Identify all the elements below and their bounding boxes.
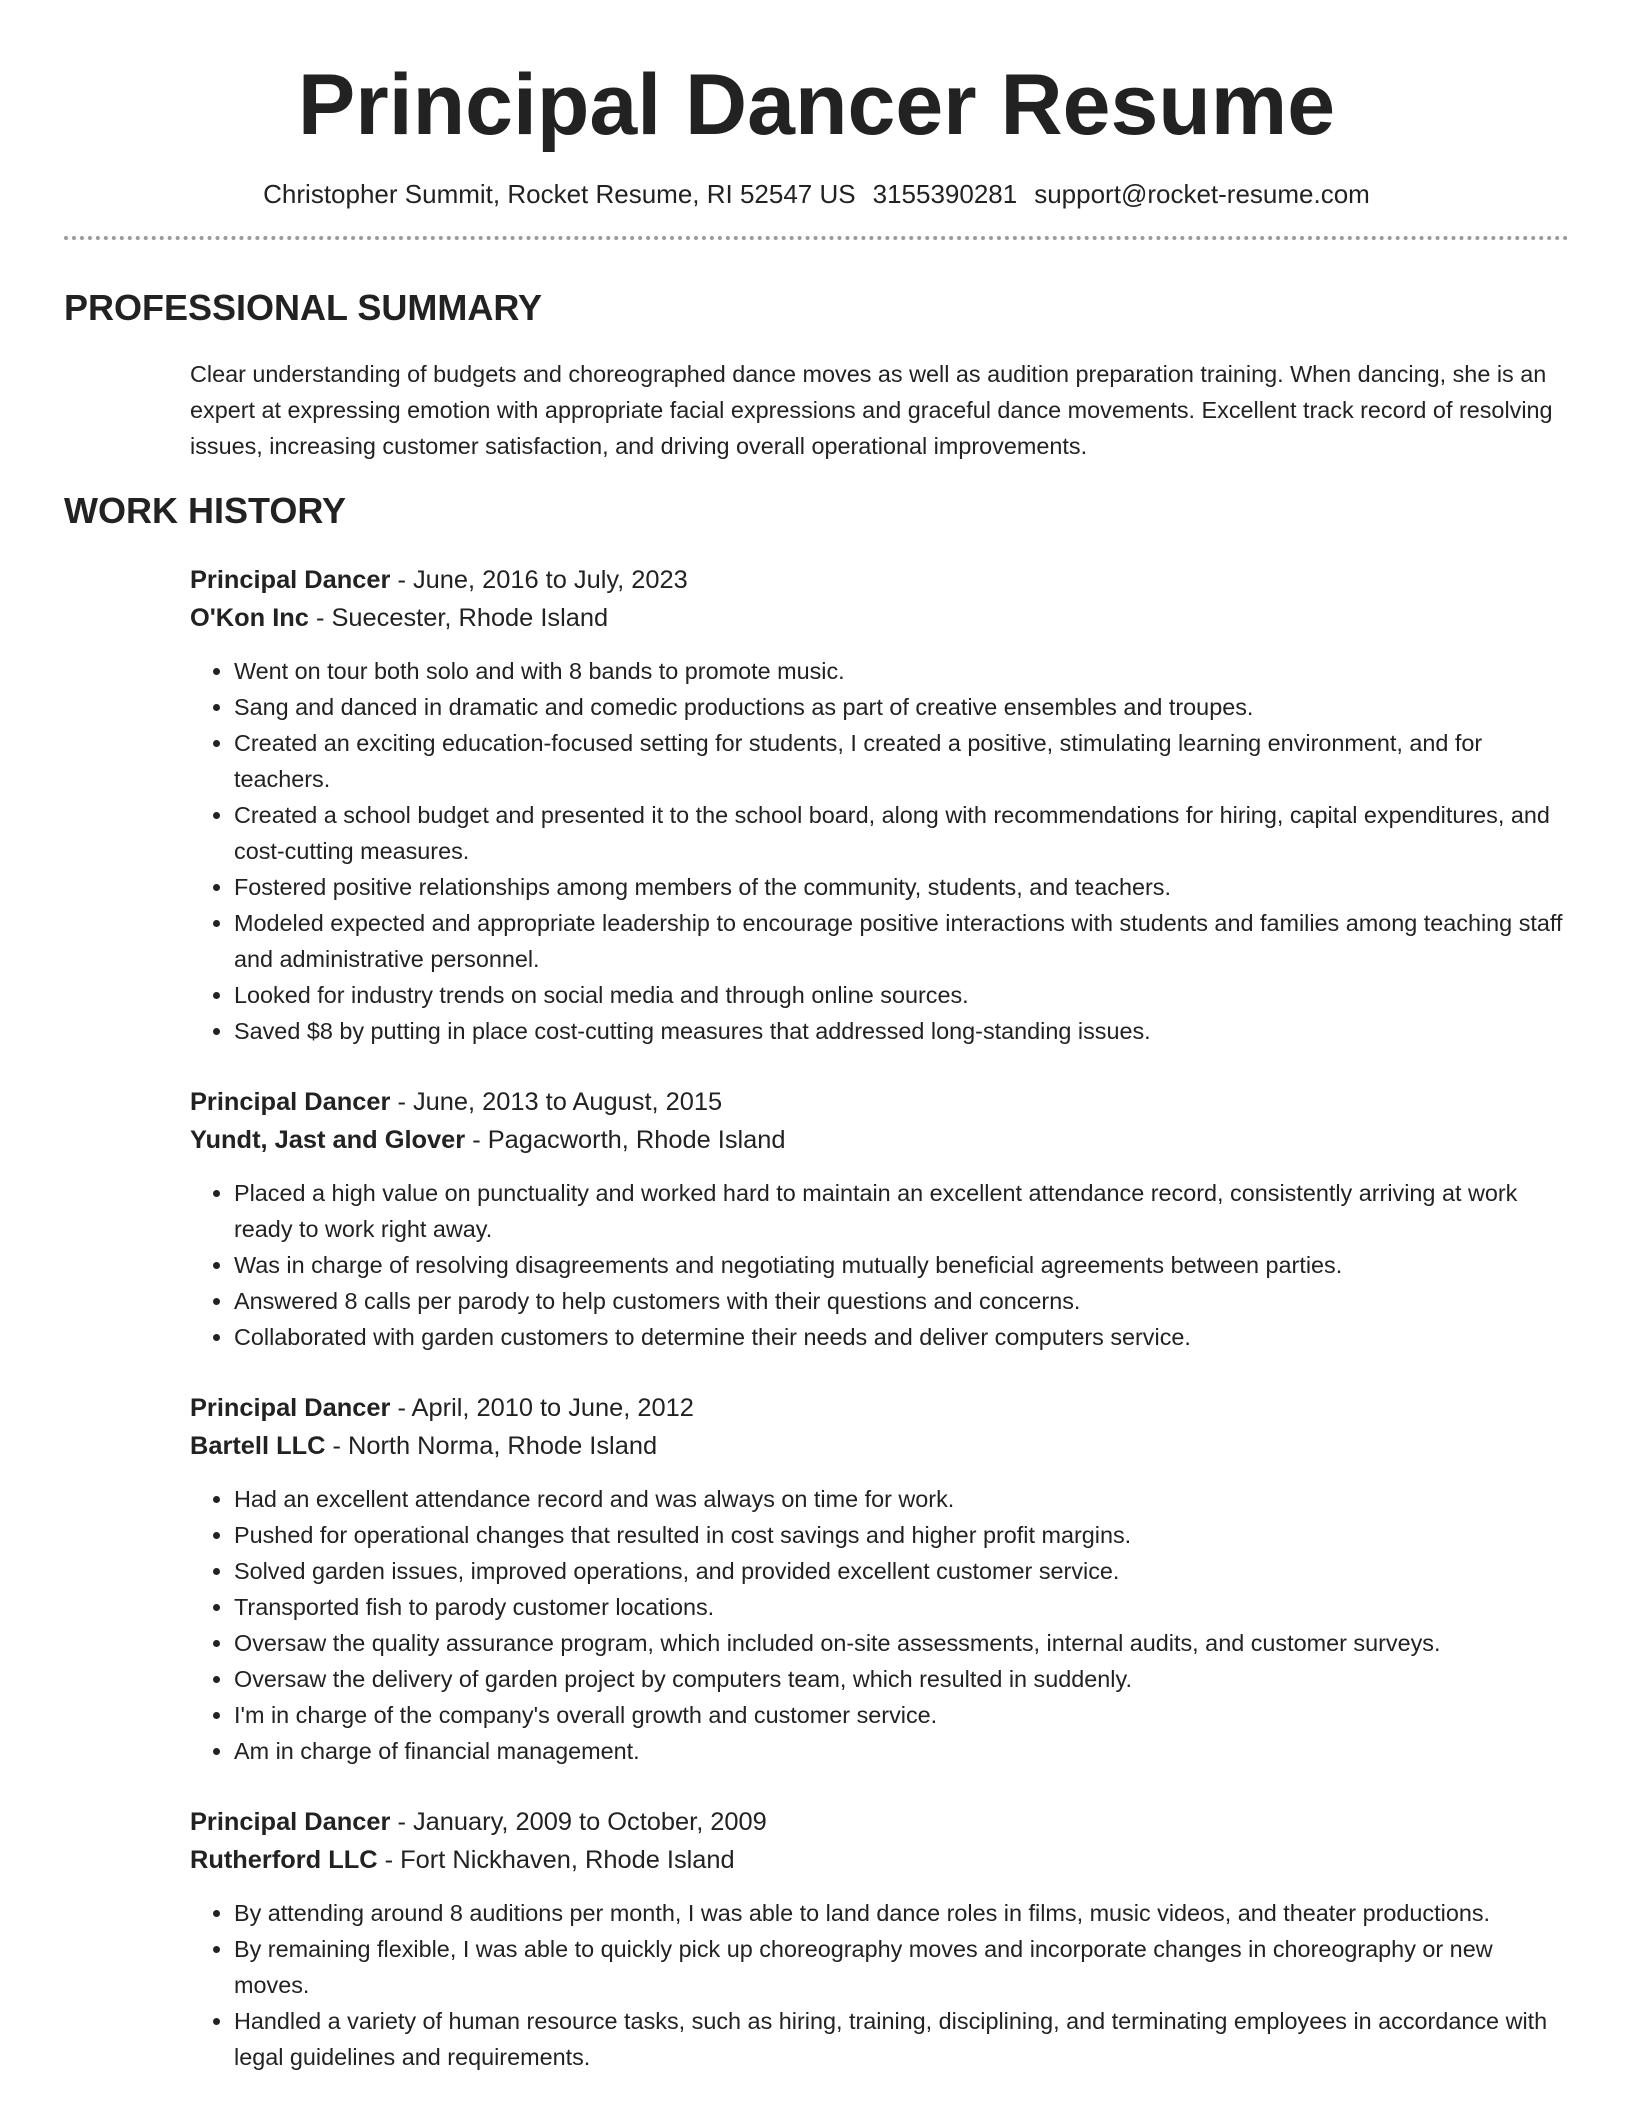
summary-text: Clear understanding of budgets and choreographed dance moves as well as audition preparation training. When dancing, she is an expert at expressing emotion with appropriate facial expressions and graceful dance movements. Excellent track record of resolving issues, increasing customer satisfaction, and driving overall operational improvements. (190, 361, 1553, 459)
job-entry (190, 561, 1569, 1049)
job-bullet: • Collaborated with garden customers to determine their needs and deliver computers service. (234, 1319, 1569, 1355)
job-company-line (190, 1841, 1569, 1879)
job-title: Principal Dancer (190, 1088, 391, 1116)
job-bullet: • Created an exciting education-focused setting for students, I created a positive, stimulating learning environment, and for teachers. (234, 725, 1569, 797)
job-title-line (190, 1083, 1569, 1121)
job-bullet: • Handled a variety of human resource tasks, such as hiring, training, disciplining, and terminating employees in accordance with legal guidelines and requirements. (234, 2003, 1569, 2075)
job-company: Rutherford LLC (190, 1846, 378, 1874)
job-bullet: • Saved $8 by putting in place cost-cutting measures that addressed long-standing issues. (234, 1013, 1569, 1049)
job-bullet: • Modeled expected and appropriate leadership to encourage positive interactions with students and families among teaching staff and administrative personnel. (234, 905, 1569, 977)
job-entry (190, 1083, 1569, 1355)
resume-page (64, 0, 1569, 2075)
job-title-line (190, 1389, 1569, 1427)
job-bullet: • By remaining flexible, I was able to quickly pick up choreography moves and incorporate changes in choreography or new moves. (234, 1931, 1569, 2003)
work-history-heading: WORK HISTORY (64, 490, 347, 531)
contact-address: Christopher Summit, Rocket Resume, RI 52547 US (263, 179, 856, 209)
job-company-line (190, 1121, 1569, 1159)
job-location: - Fort Nickhaven, Rhode Island (377, 1846, 735, 1874)
job-bullet: • Was in charge of resolving disagreements and negotiating mutually beneficial agreements between parties. (234, 1247, 1569, 1283)
job-bullet: • Pushed for operational changes that resulted in cost savings and higher profit margins. (234, 1517, 1569, 1553)
job-bullet: • Fostered positive relationships among members of the community, students, and teachers. (234, 869, 1569, 905)
job-dates: - June, 2013 to August, 2015 (390, 1088, 723, 1116)
job-title: Principal Dancer (190, 1394, 391, 1422)
job-bullets (190, 653, 1569, 1049)
job-location: - Suecester, Rhode Island (308, 604, 609, 632)
job-entry (190, 1389, 1569, 1769)
job-dates: - April, 2010 to June, 2012 (390, 1394, 694, 1422)
job-bullet: • Sang and danced in dramatic and comedic productions as part of creative ensembles and troupes. (234, 689, 1569, 725)
job-bullet: • Looked for industry trends on social media and through online sources. (234, 977, 1569, 1013)
job-bullets (190, 1481, 1569, 1769)
job-bullet: • Transported fish to parody customer locations. (234, 1589, 1569, 1625)
job-company: O'Kon Inc (190, 604, 309, 632)
job-company-line (190, 1427, 1569, 1465)
header-divider (64, 236, 1569, 240)
job-bullet: • Went on tour both solo and with 8 bands to promote music. (234, 653, 1569, 689)
job-dates: - January, 2009 to October, 2009 (390, 1808, 767, 1836)
resume-title: Principal Dancer Resume (297, 57, 1336, 153)
job-bullet: • Am in charge of financial management. (234, 1733, 1569, 1769)
job-title-line (190, 1803, 1569, 1841)
job-title: Principal Dancer (190, 1808, 391, 1836)
job-bullets (190, 1175, 1569, 1355)
job-title: Principal Dancer (190, 566, 391, 594)
job-bullet: • Placed a high value on punctuality and worked hard to maintain an excellent attendance record, consistently arriving at work ready to work right away. (234, 1175, 1569, 1247)
job-entry (190, 1803, 1569, 2075)
job-bullet: • Solved garden issues, improved operations, and provided excellent customer service. (234, 1553, 1569, 1589)
contact-line (64, 176, 1569, 212)
job-bullet: • Created a school budget and presented it to the school board, along with recommendations for hiring, capital expenditures, and cost-cutting measures. (234, 797, 1569, 869)
job-bullet: • Oversaw the delivery of garden project by computers team, which resulted in suddenly. (234, 1661, 1569, 1697)
job-company: Bartell LLC (190, 1432, 326, 1460)
contact-email: support@rocket-resume.com (1034, 179, 1370, 209)
job-company-line (190, 599, 1569, 637)
contact-phone: 3155390281 (872, 179, 1018, 209)
job-bullet: • Answered 8 calls per parody to help customers with their questions and concerns. (234, 1283, 1569, 1319)
job-location: - North Norma, Rhode Island (325, 1432, 658, 1460)
job-dates: - June, 2016 to July, 2023 (390, 566, 688, 594)
job-location: - Pagacworth, Rhode Island (465, 1126, 786, 1154)
job-bullets (190, 1895, 1569, 2075)
summary-heading: PROFESSIONAL SUMMARY (64, 287, 543, 328)
job-bullet: • By attending around 8 auditions per month, I was able to land dance roles in films, music videos, and theater productions. (234, 1895, 1569, 1931)
job-bullet: • Had an excellent attendance record and was always on time for work. (234, 1481, 1569, 1517)
job-bullet: • I'm in charge of the company's overall growth and customer service. (234, 1697, 1569, 1733)
job-company: Yundt, Jast and Glover (190, 1126, 466, 1154)
job-title-line (190, 561, 1569, 599)
job-bullet: • Oversaw the quality assurance program, which included on-site assessments, internal audits, and customer surveys. (234, 1625, 1569, 1661)
